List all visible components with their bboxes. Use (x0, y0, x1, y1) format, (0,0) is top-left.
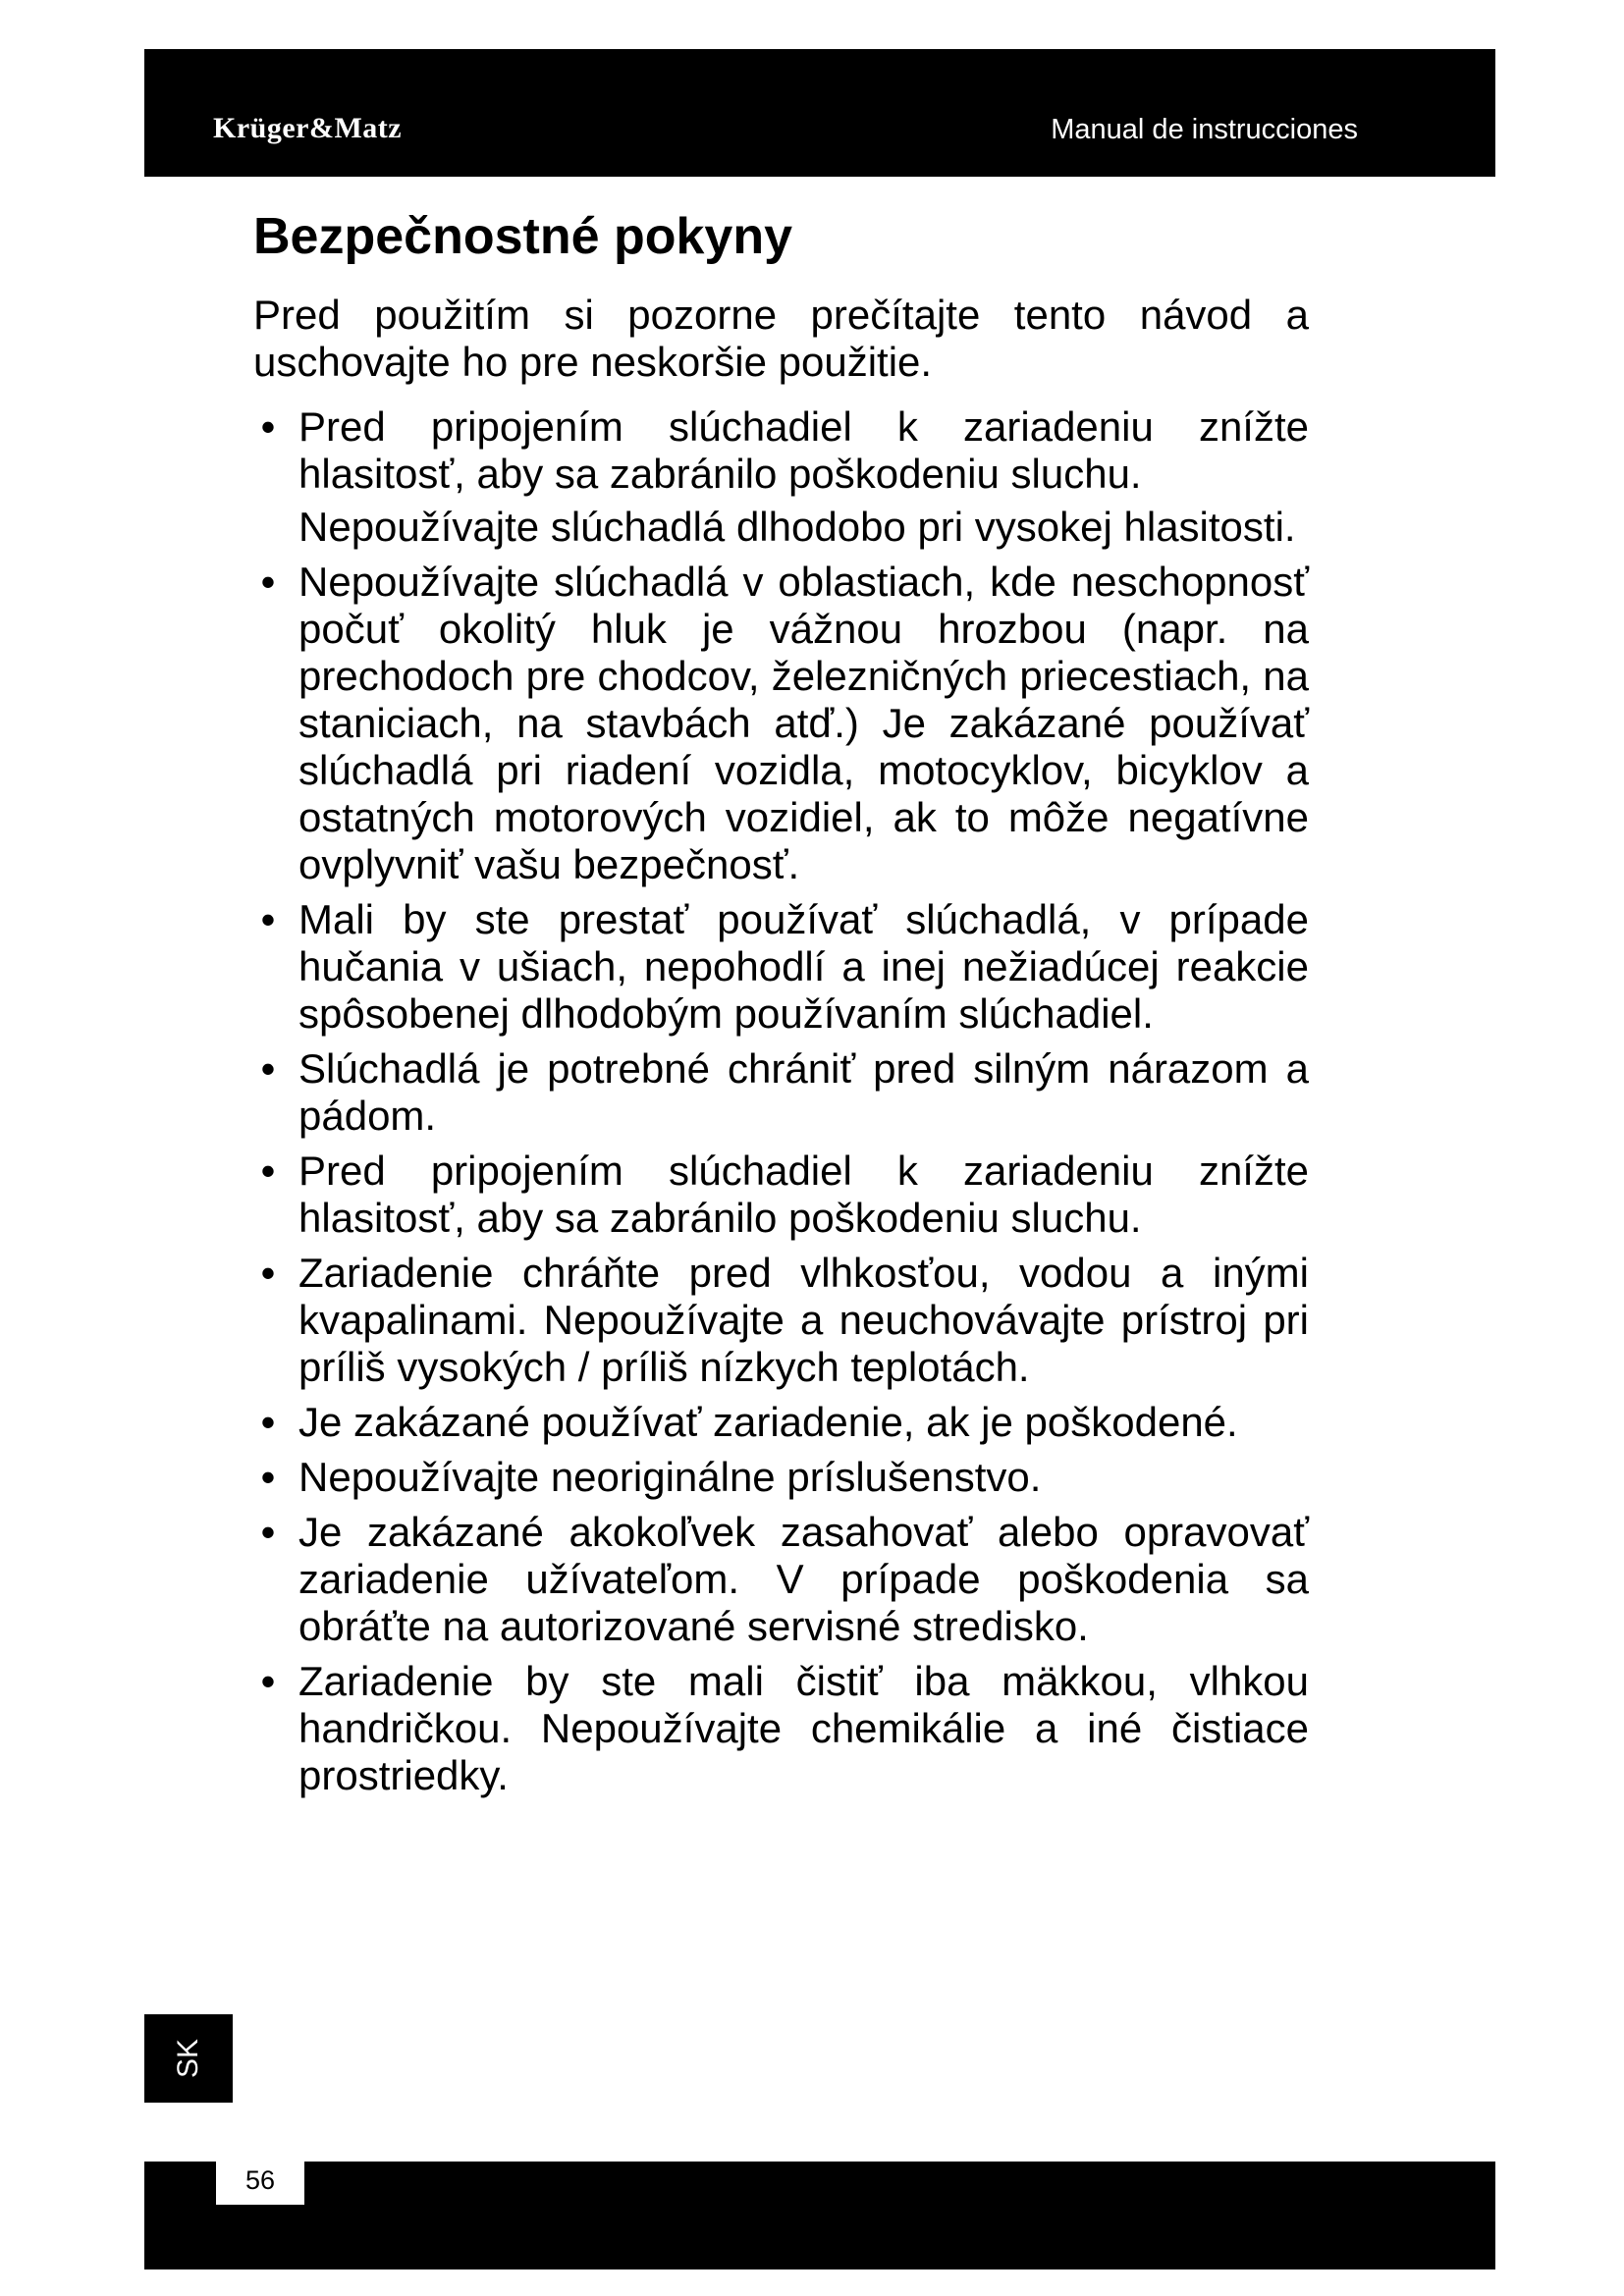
list-item (253, 1399, 1309, 1446)
list-item (253, 1509, 1309, 1650)
language-tab-label: SK (172, 2038, 204, 2079)
bullet-icon: • (260, 1454, 276, 1500)
list-item (253, 1148, 1309, 1242)
page-title: Bezpečnostné pokyny (253, 208, 793, 265)
list-item-text: Slúchadlá je potrebné chrániť pred silným nárazom a pádom. (298, 1045, 1309, 1139)
list-item-text: Je zakázané akokoľvek zasahovať alebo opravovať zariadenie užívateľom. V prípade poškodenia sa obráťte na autorizované servisné stredisko. (298, 1509, 1309, 1649)
list-item (253, 1454, 1309, 1501)
bullet-icon: • (260, 1658, 276, 1704)
list-item (253, 559, 1309, 888)
list-item-text: Pred pripojením slúchadiel k zariadeniu znížte hlasitosť, aby sa zabránilo poškodeniu sluchu. (298, 403, 1309, 497)
list-item-text: Zariadenie by ste mali čistiť iba mäkkou, vlhkou handričkou. Nepoužívajte chemikálie a iné čistiace prostriedky. (298, 1658, 1309, 1798)
list-item-text: Zariadenie chráňte pred vlhkosťou, vodou a inými kvapalinami. Nepoužívajte a neuchovávajte prístroj pri príliš vysokých / príliš nízkych teplotách. (298, 1250, 1309, 1390)
bullet-icon: • (260, 1148, 276, 1194)
brand-logo: Krüger&Matz (213, 112, 403, 144)
list-item (253, 1658, 1309, 1799)
list-item (253, 1250, 1309, 1391)
bullet-icon: • (260, 1250, 276, 1296)
footer-bar (144, 2162, 1495, 2269)
list-item (253, 1045, 1309, 1140)
bullet-icon: • (260, 1045, 276, 1092)
list-item (253, 403, 1309, 551)
bullet-icon: • (260, 896, 276, 942)
content (253, 292, 1309, 1807)
list-item-text: Mali by ste prestať používať slúchadlá, v prípade hučania v ušiach, nepohodlí a inej nežiadúcej reakcie spôsobenej dlhodobým používaním slúchadiel. (298, 896, 1309, 1037)
manual-title: Manual de instrucciones (1051, 114, 1358, 145)
list-item (253, 896, 1309, 1038)
list-item-text: Pred pripojením slúchadiel k zariadeniu znížte hlasitosť, aby sa zabránilo poškodeniu sluchu. (298, 1148, 1309, 1241)
list-item-text: Nepoužívajte neoriginálne príslušenstvo. (298, 1454, 1042, 1500)
list-item-text: Nepoužívajte slúchadlá dlhodobo pri vysokej hlasitosti. (298, 504, 1296, 550)
page-number: 56 (216, 2156, 304, 2205)
bullet-icon: • (260, 559, 276, 605)
bullet-icon: • (260, 403, 276, 450)
list-item-text: Je zakázané používať zariadenie, ak je poškodené. (298, 1399, 1238, 1445)
list-item-text: Nepoužívajte slúchadlá v oblastiach, kde neschopnosť počuť okolitý hluk je vážnou hrozbou (napr. na prechodoch pre chodcov, železničných priecestiach, na staniciach, na stavbách atď.) Je zakázané používať slúchadlá pri riadení vozidla, motocyklov, bicyklov a ostatných motorových vozidiel, ak to môže negatívne ovplyvniť vašu bezpečnosť. (298, 559, 1309, 887)
safety-instructions-list (253, 403, 1309, 1799)
bullet-icon: • (260, 1509, 276, 1555)
language-tab (144, 2014, 233, 2103)
header-bar (144, 49, 1495, 177)
intro-paragraph: Pred použitím si pozorne prečítajte tento návod a uschovajte ho pre neskoršie použitie. (253, 292, 1309, 385)
bullet-icon: • (260, 1399, 276, 1445)
